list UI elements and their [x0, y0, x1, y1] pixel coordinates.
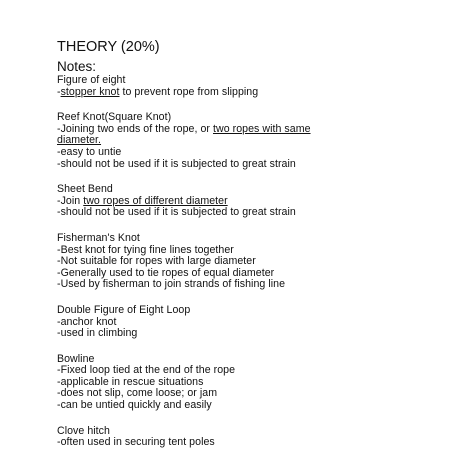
note-text: -: [57, 85, 61, 98]
section-heading: Reef Knot(Square Knot): [57, 111, 172, 124]
section-heading: Fisherman's Knot: [57, 231, 140, 244]
note-line: -Not suitable for ropes with large diameter: [57, 255, 256, 268]
document-page: [57, 38, 447, 463]
note-line: -easy to untie: [57, 145, 122, 158]
note-line: -used in climbing: [57, 327, 138, 340]
notes-sections: [57, 75, 447, 449]
note-line: -should not be used if it is subjected to great strain: [57, 157, 296, 170]
document-title: THEORY (20%): [57, 39, 160, 55]
section-heading: Sheet Bend: [57, 183, 113, 196]
underlined-term: two ropes of different diameter: [83, 194, 228, 207]
section-double-figure-of-eight-loop: [57, 305, 447, 340]
section-heading: Clove hitch: [57, 424, 110, 437]
section-reef-knot: [57, 112, 447, 170]
notes-heading: Notes:: [57, 59, 97, 74]
note-line: -Generally used to tie ropes of equal diameter: [57, 266, 275, 279]
section-clove-hitch: [57, 426, 447, 449]
section-heading: Double Figure of Eight Loop: [57, 303, 191, 316]
note-line: -Fixed loop tied at the end of the rope: [57, 364, 236, 377]
note-line: -applicable in rescue situations: [57, 375, 204, 388]
section-heading: Figure of eight: [57, 74, 126, 86]
underlined-term: two ropes with same: [213, 122, 311, 135]
section-heading: Bowline: [57, 352, 95, 365]
note-line: -anchor knot: [57, 315, 117, 328]
note-line: [57, 87, 447, 99]
note-line: -Used by fisherman to join strands of fishing line: [57, 278, 286, 291]
note-line: -Best knot for tying fine lines together: [57, 243, 234, 256]
underlined-term: diameter.: [57, 134, 102, 147]
note-line: [57, 124, 447, 136]
note-line: -can be untied quickly and easily: [57, 399, 212, 412]
section-sheet-bend: [57, 184, 447, 219]
note-text: -Join: [57, 194, 84, 207]
note-line: -does not slip, come loose; or jam: [57, 387, 218, 400]
section-bowline: [57, 354, 447, 412]
section-figure-of-eight: [57, 75, 447, 98]
section-fishermans-knot: [57, 233, 447, 291]
note-text: -Joining two ends of the rope, or: [57, 122, 213, 135]
note-line: -often used in securing tent poles: [57, 436, 215, 449]
note-text: to prevent rope from slipping: [119, 85, 259, 98]
underlined-term: stopper knot: [60, 85, 120, 98]
note-line: -should not be used if it is subjected to great strain: [57, 206, 296, 219]
